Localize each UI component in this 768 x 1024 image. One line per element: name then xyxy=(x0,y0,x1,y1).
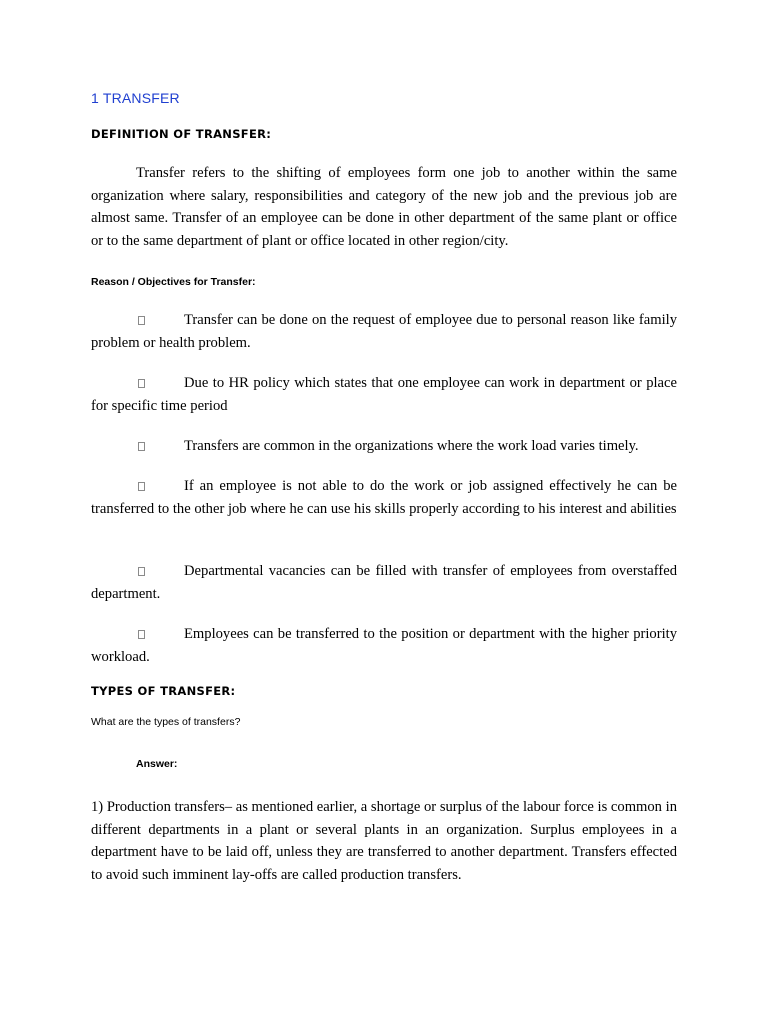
answer-label: Answer: xyxy=(136,758,178,770)
reason-item: Departmental vacancies can be filled with transfer of employees from overstaffed department. xyxy=(91,563,677,602)
definition-title: DEFINITION OF TRANSFER: xyxy=(91,127,272,141)
reasons-title: Reason / Objectives for Transfer: xyxy=(91,276,256,288)
reason-item: Transfers are common in the organizations where the work load varies timely. xyxy=(184,438,639,454)
types-question: What are the types of transfers? xyxy=(91,716,241,728)
document-heading: 1 TRANSFER xyxy=(91,90,180,106)
definition-paragraph: Transfer refers to the shifting of employees form one job to another within the same organization where salary, responsibilities and category of the new job and the previous job are almost same. Transfer of an employee can be done in other department of the same plant or office or to the same department of plant or office located in other region/city. xyxy=(91,165,677,250)
reason-item: Transfer can be done on the request of employee due to personal reason like family problem or health problem. xyxy=(91,312,677,351)
reason-item: If an employee is not able to do the work or job assigned effectively he can be transferred to the other job where he can use his skills properly according to his interest and abilities xyxy=(91,478,677,517)
reason-item: Due to HR policy which states that one employee can work in department or place for specific time period xyxy=(91,375,677,414)
answer-paragraph: 1) Production transfers– as mentioned earlier, a shortage or surplus of the labour force is common in different departments in a plant or several plants in an organization. Surplus employees in a department have to be laid off, unless they are transferred to another department. Transfers effected to avoid such imminent lay-offs are called production transfers. xyxy=(91,799,677,884)
types-title: TYPES OF TRANSFER: xyxy=(91,684,236,698)
reason-item: Employees can be transferred to the position or department with the higher priority workload. xyxy=(91,626,677,665)
